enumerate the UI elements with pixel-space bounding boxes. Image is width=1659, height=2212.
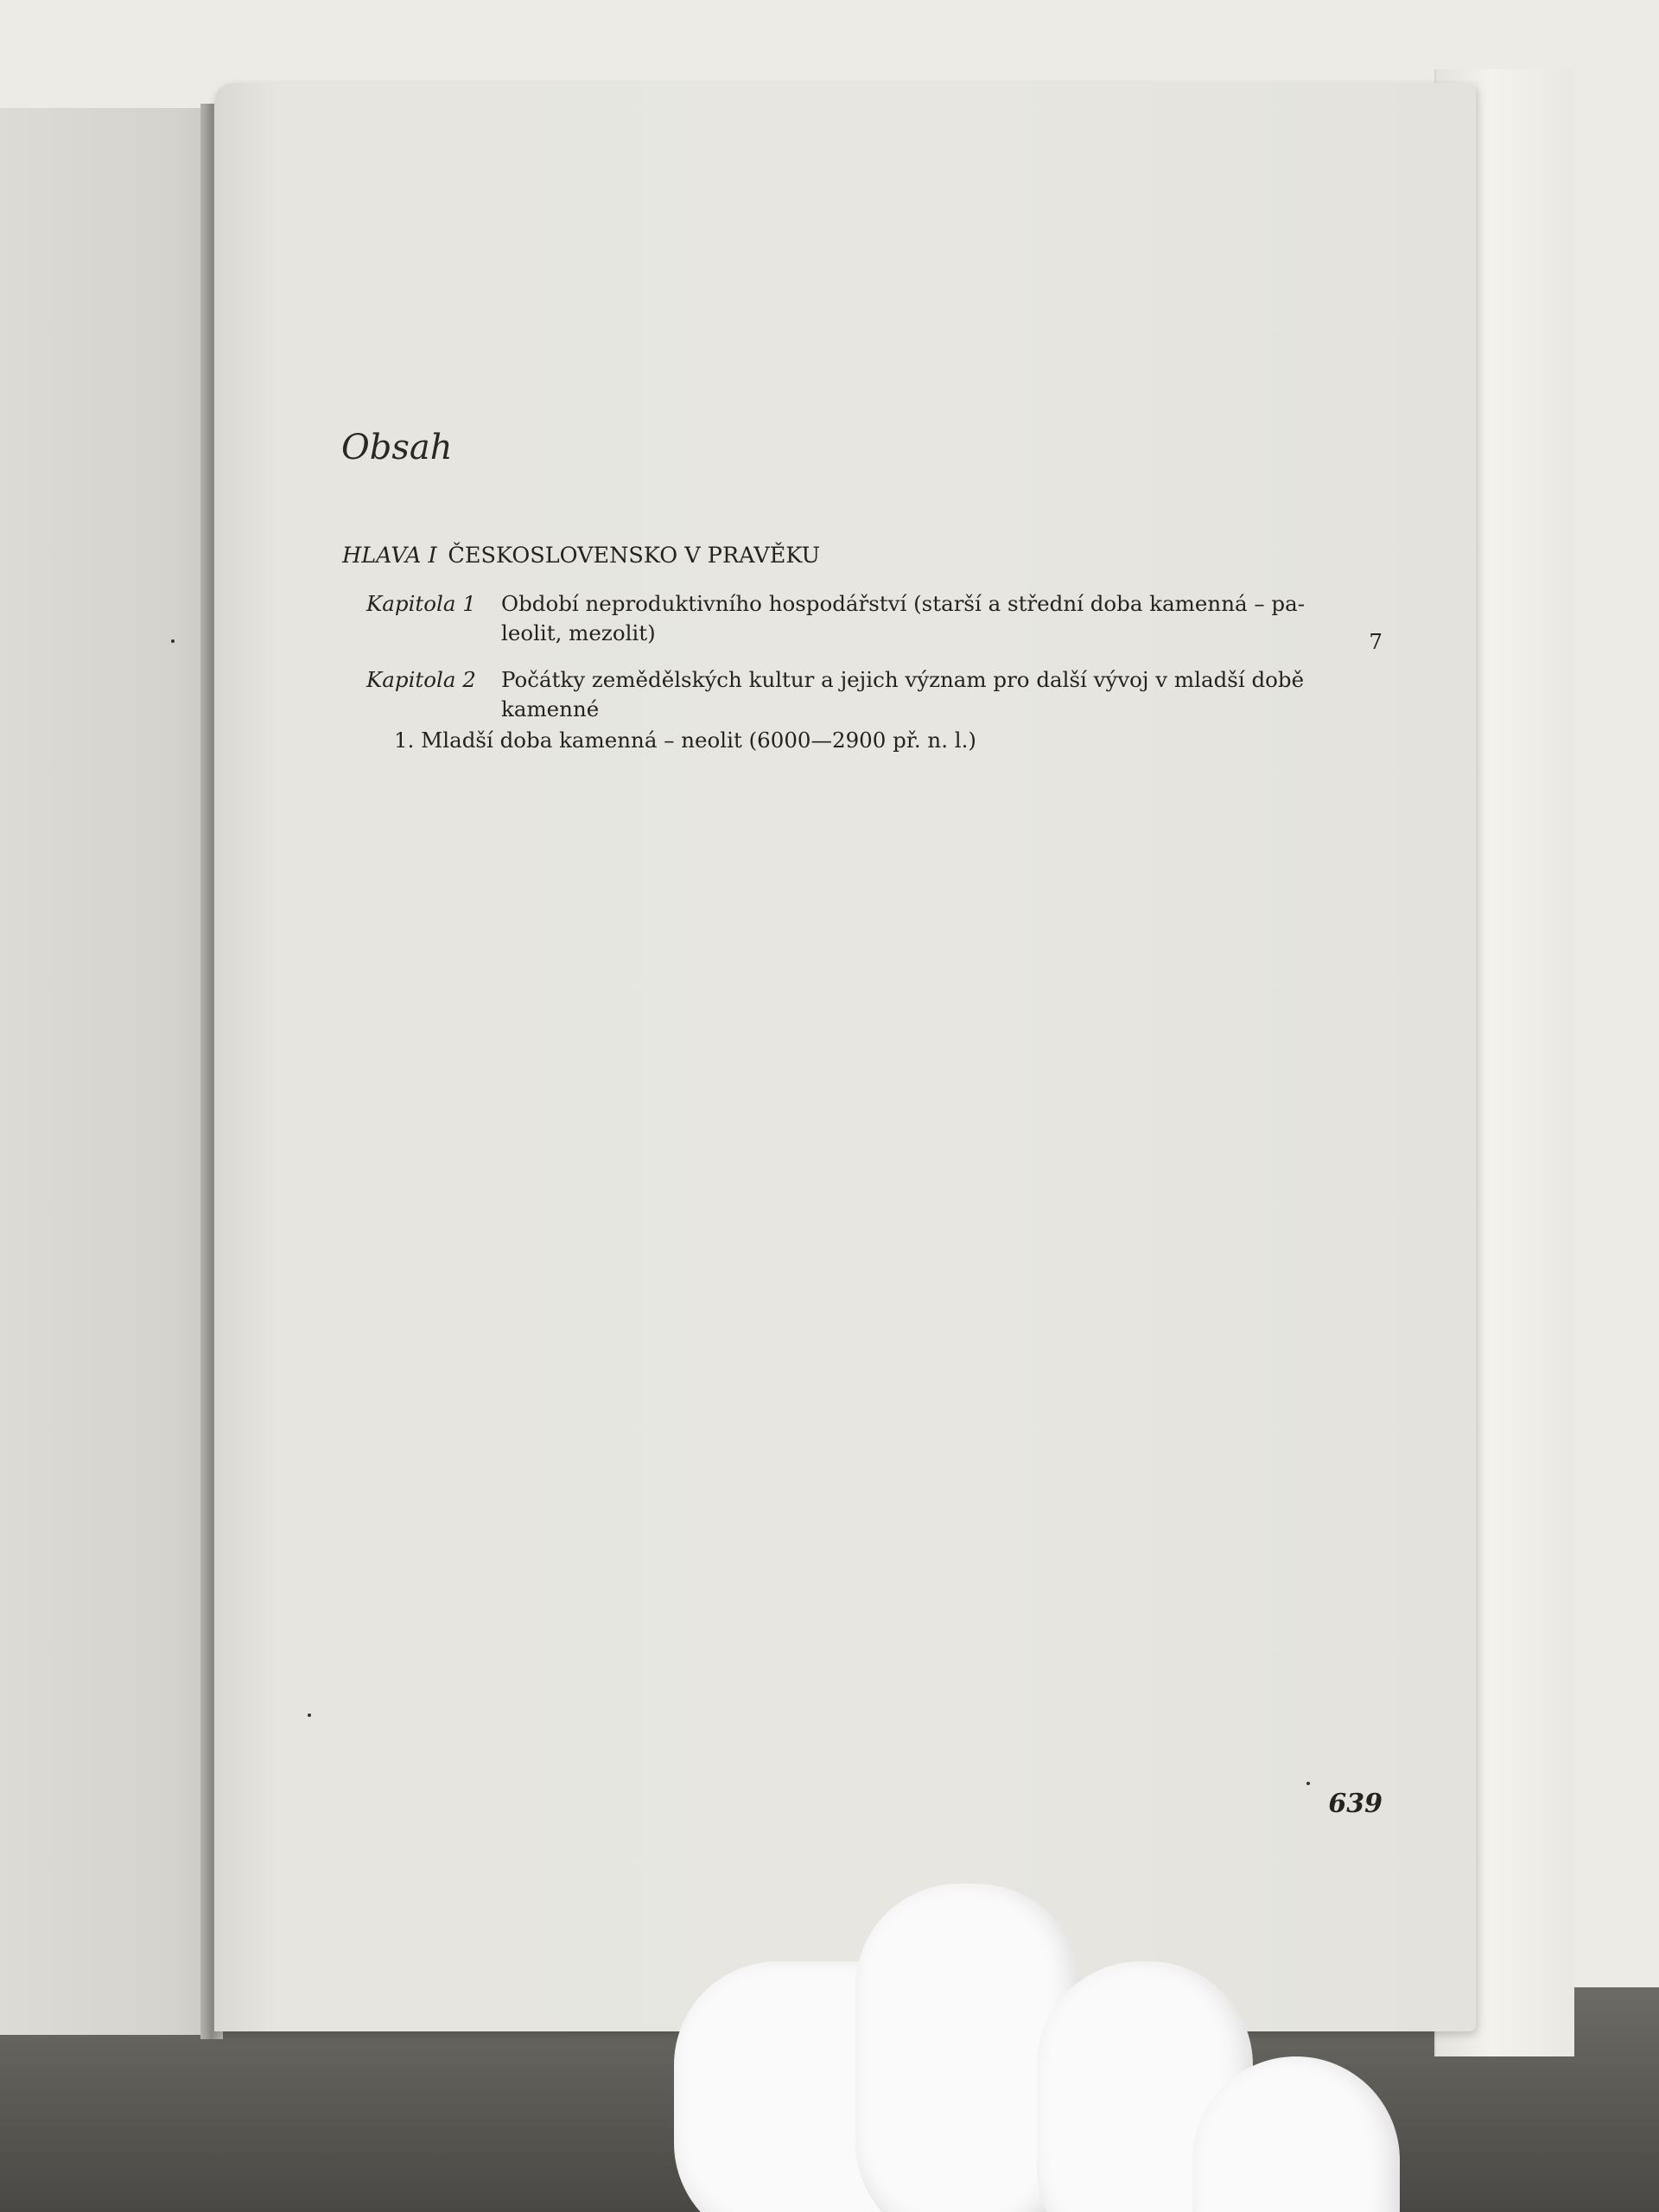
chapter-entry: [366, 665, 1317, 724]
page-speck: [1306, 1782, 1310, 1785]
chapter-title-line: kamenné: [501, 696, 600, 721]
chapter-entry: [366, 589, 1317, 648]
page-ref: 7: [1369, 629, 1382, 654]
section-label: HLAVA I: [342, 543, 437, 569]
section-heading: [342, 543, 820, 569]
chapter-title-line: Počátky zemědělských kultur a jejich význam pro další vývoj v mladší době: [501, 667, 1305, 692]
chapter-label: Kapitola 2: [366, 667, 476, 692]
toc-item: 1. Mladší doba kamenná – neolit (6000—2900 př. n. l.): [394, 728, 976, 753]
page-number: 639: [1328, 1789, 1382, 1819]
section-title: ČESKOSLOVENSKO V PRAVĚKU: [448, 543, 820, 569]
page-title: Obsah: [341, 428, 453, 467]
page-speck: [171, 639, 175, 643]
page-speck: [308, 1713, 311, 1717]
chapter-title-line: leolit, mezolit): [501, 620, 656, 645]
chapter-label: Kapitola 1: [366, 591, 476, 616]
chapter-title-line: Období neproduktivního hospodářství (starší a střední doba kamenná – pa-: [501, 591, 1305, 616]
